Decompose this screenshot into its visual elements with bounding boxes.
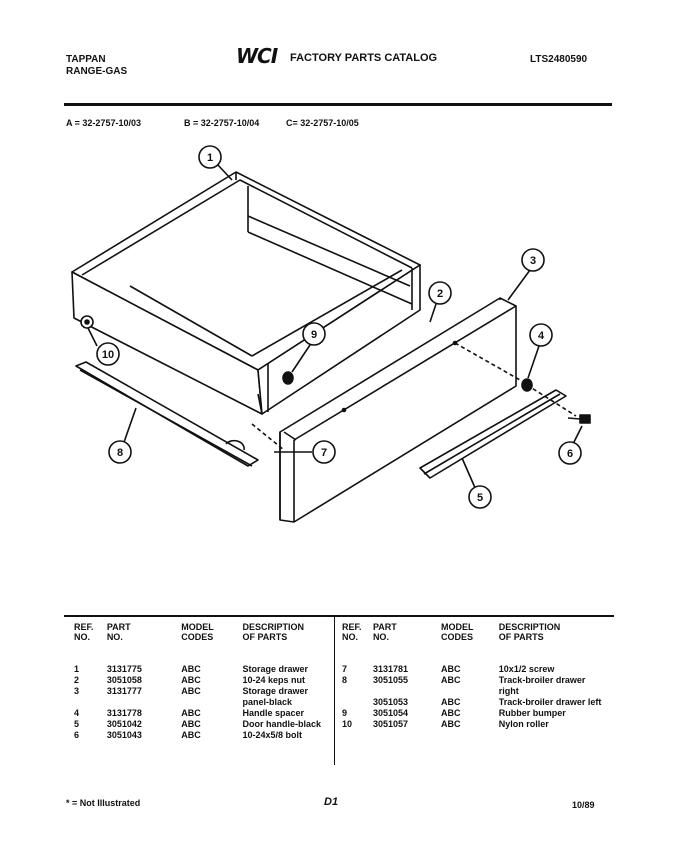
model-cell: ABC bbox=[181, 664, 201, 674]
model-cell: ABC bbox=[441, 675, 461, 685]
ref-cell: 8 bbox=[342, 675, 348, 685]
part-cell: 3051055 bbox=[372, 675, 408, 685]
not-illustrated-note: * = Not Illustrated bbox=[66, 798, 141, 808]
table-row bbox=[342, 719, 602, 730]
desc-cell: Storage drawer bbox=[242, 664, 308, 674]
header-of-parts: OF PARTS bbox=[242, 632, 288, 642]
table-row bbox=[74, 719, 330, 730]
header-part: PART bbox=[372, 622, 397, 632]
exploded-parts-diagram bbox=[0, 130, 680, 550]
part-cell: 3051053 bbox=[372, 697, 408, 707]
model-cell: ABC bbox=[181, 675, 201, 685]
model-number: LTS2480590 bbox=[530, 54, 588, 65]
header-model: MODEL bbox=[441, 622, 474, 632]
table-row bbox=[342, 675, 602, 697]
table-divider bbox=[334, 617, 335, 765]
callout-10 bbox=[97, 343, 119, 365]
code-b: B = 32-2757-10/04 bbox=[184, 118, 260, 128]
ref-cell: 7 bbox=[342, 664, 348, 674]
catalog-title: FACTORY PARTS CATALOG bbox=[290, 52, 438, 64]
table-header-row bbox=[74, 622, 330, 648]
header-codes: CODES bbox=[181, 632, 214, 642]
callout-8 bbox=[109, 441, 131, 463]
ref-cell bbox=[342, 697, 373, 708]
part-cell: 3051057 bbox=[372, 719, 408, 729]
part-cell: 3051054 bbox=[372, 708, 408, 718]
header-codes: CODES bbox=[441, 632, 474, 642]
header-part-no: NO. bbox=[106, 632, 123, 642]
svg-text:2: 2 bbox=[436, 288, 444, 300]
table-row bbox=[74, 730, 330, 741]
model-cell: ABC bbox=[441, 697, 461, 707]
svg-text:7: 7 bbox=[320, 447, 328, 459]
part-cell: 3131781 bbox=[372, 664, 408, 674]
model-cell: ABC bbox=[441, 719, 461, 729]
header-ref: REF. bbox=[74, 622, 94, 632]
callout-5 bbox=[469, 486, 491, 508]
header-model: MODEL bbox=[181, 622, 214, 632]
svg-text:4: 4 bbox=[537, 330, 545, 342]
callout-6 bbox=[559, 442, 581, 464]
table-row bbox=[74, 675, 330, 686]
ref-cell: 2 bbox=[74, 675, 80, 685]
model-cell: ABC bbox=[441, 708, 461, 718]
ref-cell: 3 bbox=[74, 686, 80, 696]
code-a: A = 32-2757-10/03 bbox=[66, 118, 141, 128]
ref-cell: 1 bbox=[74, 664, 80, 674]
header-description: DESCRIPTION bbox=[498, 622, 561, 632]
model-cell: ABC bbox=[441, 664, 461, 674]
table-header-row bbox=[342, 622, 602, 648]
wci-logo: WCI bbox=[236, 44, 278, 68]
callout-2 bbox=[429, 282, 451, 304]
desc-cell: Handle spacer bbox=[242, 708, 304, 718]
parts-table-left bbox=[74, 622, 330, 741]
desc-cell: Rubber bumper bbox=[498, 708, 566, 718]
table-row bbox=[74, 664, 330, 675]
desc-cell: 10-24 keps nut bbox=[242, 675, 305, 685]
table-row bbox=[74, 686, 330, 708]
desc-cell: Track-broiler drawer right bbox=[498, 675, 586, 696]
desc-cell: Door handle-black bbox=[242, 719, 321, 729]
code-c: C= 32-2757-10/05 bbox=[286, 118, 359, 128]
table-row bbox=[342, 697, 602, 708]
desc-cell: Nylon roller bbox=[498, 719, 549, 729]
callout-9 bbox=[303, 323, 325, 345]
desc-cell: 10-24x5/8 bolt bbox=[242, 730, 302, 740]
svg-text:3: 3 bbox=[529, 255, 537, 267]
part-cell: 3051043 bbox=[106, 730, 142, 740]
svg-text:9: 9 bbox=[310, 329, 318, 341]
ref-cell: 5 bbox=[74, 719, 80, 729]
table-row bbox=[342, 708, 602, 719]
header-ref-no: NO. bbox=[74, 632, 91, 642]
header-part-no: NO. bbox=[372, 632, 389, 642]
desc-cell: 10x1/2 screw bbox=[498, 664, 555, 674]
revision-date: 10/89 bbox=[572, 800, 595, 810]
ref-cell: 6 bbox=[74, 730, 80, 740]
part-cell: 3131775 bbox=[106, 664, 142, 674]
ref-cell: 10 bbox=[342, 719, 353, 729]
header-part: PART bbox=[106, 622, 131, 632]
brand-line-1: TAPPAN bbox=[66, 54, 106, 65]
header-ref-no: NO. bbox=[342, 632, 359, 642]
part-cell: 3131778 bbox=[106, 708, 142, 718]
table-row bbox=[74, 708, 330, 719]
table-top-rule bbox=[64, 615, 614, 617]
model-cell: ABC bbox=[181, 686, 201, 696]
callout-1 bbox=[199, 146, 221, 168]
header-rule bbox=[64, 103, 612, 106]
page-number: D1 bbox=[324, 796, 339, 808]
svg-text:8: 8 bbox=[116, 447, 124, 459]
header-description: DESCRIPTION bbox=[242, 622, 304, 632]
desc-cell: Storage drawer panel-black bbox=[242, 686, 308, 707]
model-cell: ABC bbox=[181, 730, 201, 740]
part-cell: 3051042 bbox=[106, 719, 142, 729]
svg-text:6: 6 bbox=[566, 448, 574, 460]
model-cell: ABC bbox=[181, 708, 201, 718]
ref-cell: 4 bbox=[74, 708, 80, 718]
header-ref: REF. bbox=[342, 622, 362, 632]
table-row bbox=[342, 664, 602, 675]
svg-text:5: 5 bbox=[476, 492, 484, 504]
callout-3 bbox=[522, 249, 544, 271]
callout-7 bbox=[313, 441, 335, 463]
ref-cell: 9 bbox=[342, 708, 348, 718]
model-cell: ABC bbox=[181, 719, 201, 729]
header-of-parts: OF PARTS bbox=[498, 632, 544, 642]
part-cell: 3131777 bbox=[106, 686, 142, 696]
svg-text:10: 10 bbox=[101, 349, 115, 361]
parts-table-right bbox=[342, 622, 602, 730]
part-cell: 3051058 bbox=[106, 675, 142, 685]
callout-4 bbox=[530, 324, 552, 346]
desc-cell: Track-broiler drawer left bbox=[498, 697, 602, 707]
brand-line-2: RANGE-GAS bbox=[66, 66, 128, 77]
svg-text:1: 1 bbox=[206, 152, 214, 164]
